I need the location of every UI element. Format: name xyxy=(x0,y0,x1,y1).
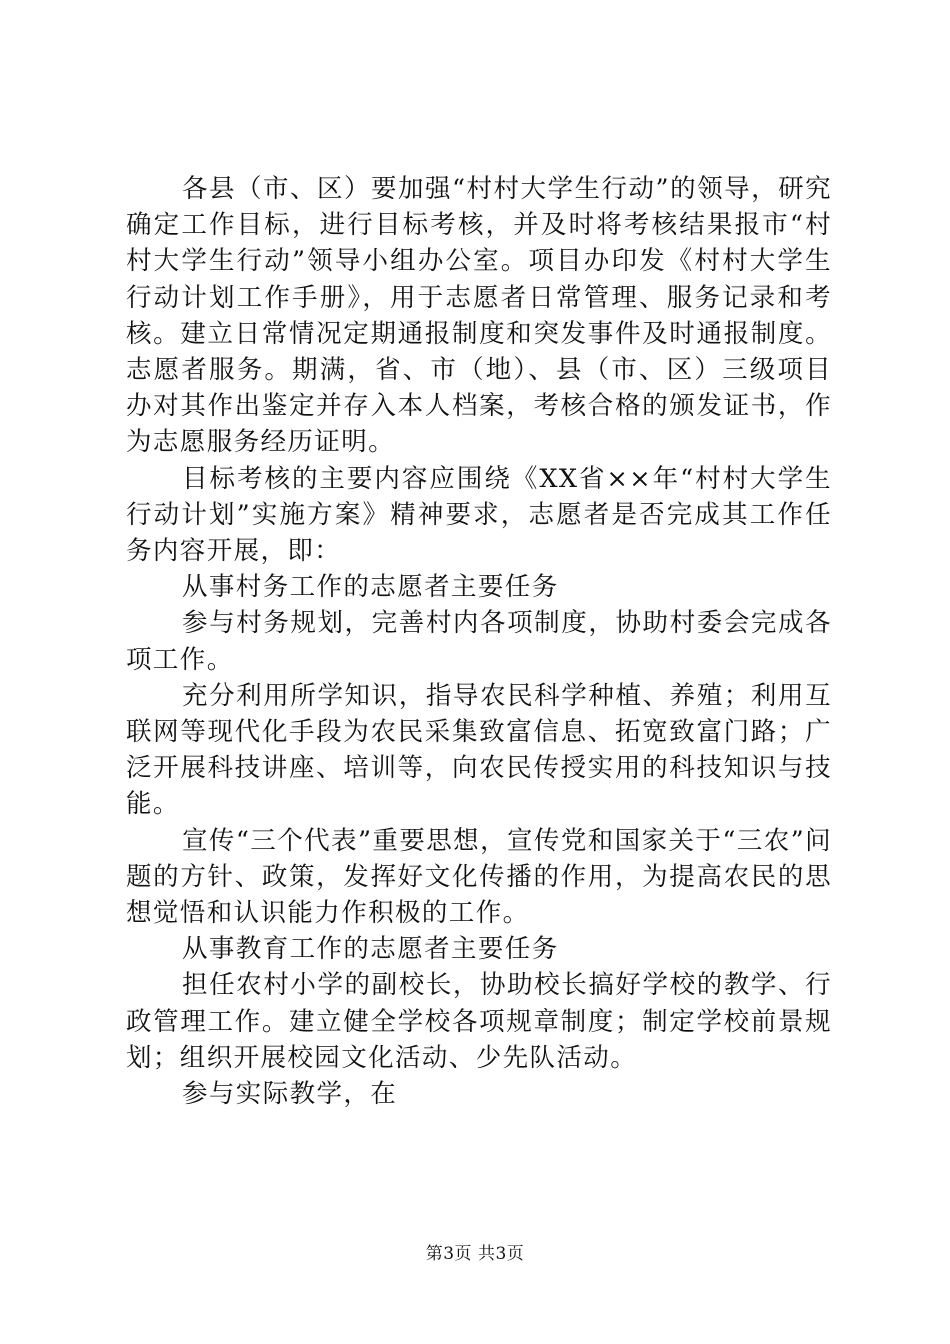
heading-village-affairs-tasks: 从事村务工作的志愿者主要任务 xyxy=(182,572,559,603)
document-body xyxy=(126,171,832,1112)
paragraph-farming-guidance: 充分利用所学知识，指导农民科学种植、养殖；利用互联网等现代化手段为农民采集致富信息、拓宽致富门路；广泛开展科技讲座、培训等，向农民传授实用的科技知识与技能。 xyxy=(126,680,832,820)
paragraph-teaching: 参与实际教学，在 xyxy=(182,1079,398,1110)
paragraph-assessment-content: 目标考核的主要内容应围绕《XX省××年“村村大学生行动计划”实施方案》精神要求，志愿者是否完成其工作任务内容开展，即： xyxy=(126,463,832,567)
page-footer: 第3页 共3页 xyxy=(425,1244,525,1264)
paragraph-assessment-management: 各县（市、区）要加强“村村大学生行动”的领导，研究确定工作目标，进行目标考核，并及时将考核结果报市“村村大学生行动”领导小组办公室。项目办印发《村村大学生行动计划工作手册》，用于志愿者日常管理、服务记录和考核。建立日常情况定期通报制度和突发事件及时通报制度。志愿者服务。期满，省、市（地）、县（市、区）三级项目办对其作出鉴定并存入本人档案，考核合格的颁发证书，作为志愿服务经历证明。 xyxy=(126,174,832,458)
paragraph-policy-promotion: 宣传“三个代表”重要思想，宣传党和国家关于“三农”问题的方针、政策，发挥好文化传播的作用，为提高农民的思想觉悟和认识能力作积极的工作。 xyxy=(126,825,832,929)
paragraph-vice-principal: 担任农村小学的副校长，协助校长搞好学校的教学、行政管理工作。建立健全学校各项规章制度；制定学校前景规划；组织开展校园文化活动、少先队活动。 xyxy=(126,970,832,1073)
heading-education-tasks: 从事教育工作的志愿者主要任务 xyxy=(182,934,559,965)
paragraph-village-planning: 参与村务规划，完善村内各项制度，协助村委会完成各项工作。 xyxy=(126,608,832,675)
